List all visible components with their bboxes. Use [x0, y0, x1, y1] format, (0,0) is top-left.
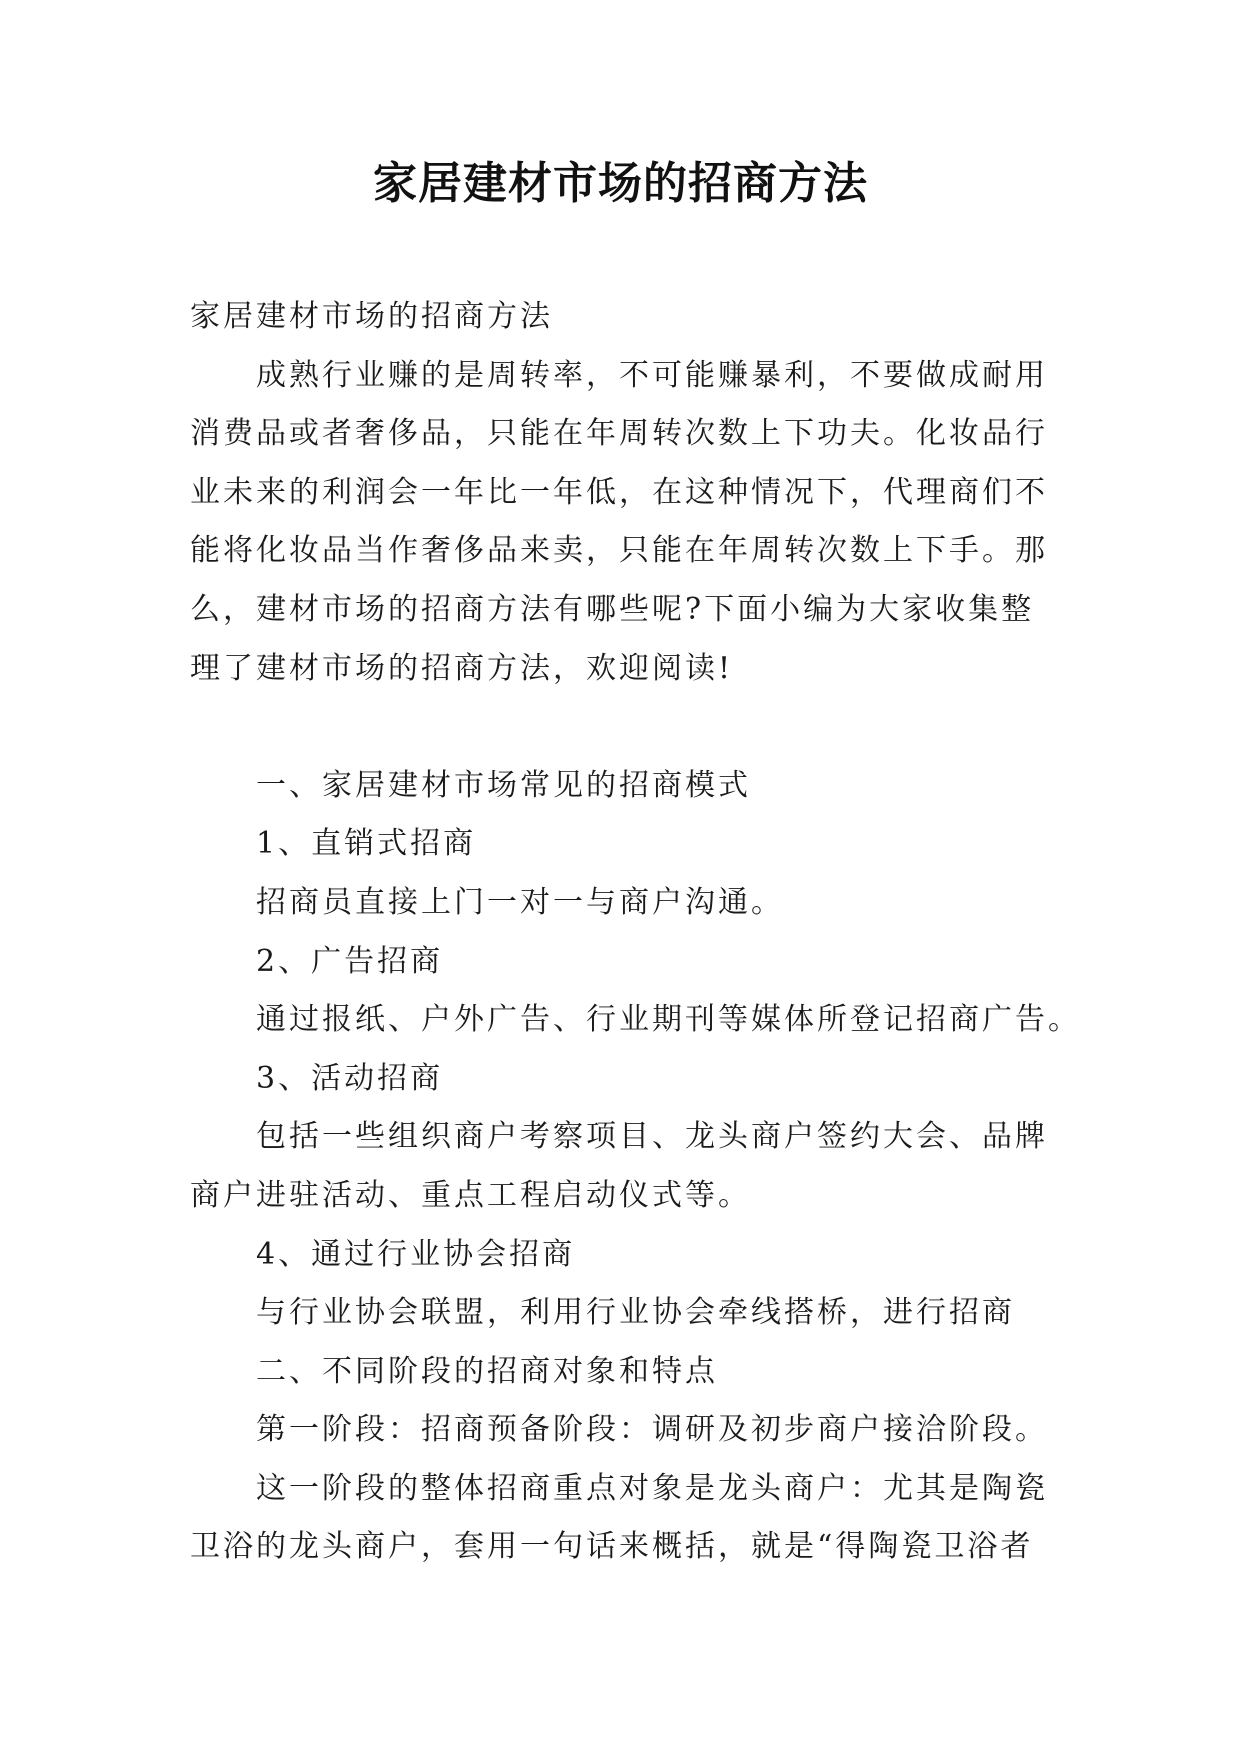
text-line: 理了建材市场的招商方法，欢迎阅读!	[190, 650, 734, 686]
text-line: 商户进驻活动、重点工程启动仪式等。	[190, 1177, 751, 1213]
blank-line	[190, 698, 1060, 757]
subheading: 3、活动招商	[256, 1060, 444, 1096]
document-title: 家居建材市场的招商方法	[373, 158, 868, 209]
text-line: 这一阶段的整体招商重点对象是龙头商户：尤其是陶瓷	[256, 1470, 1048, 1506]
text-line: 消费品或者奢侈品，只能在年周转次数上下功夫。化妆品行	[190, 416, 1048, 452]
text-line: 包括一些组织商户考察项目、龙头商户签约大会、品牌	[256, 1119, 1048, 1155]
section-heading: 一、家居建材市场常见的招商模式	[256, 767, 751, 803]
text-line: 通过报纸、户外广告、行业期刊等媒体所登记招商广告。	[256, 1002, 1081, 1038]
document-body	[190, 288, 1081, 1577]
text-line: 卫浴的龙头商户，套用一句话来概括，就是“得陶瓷卫浴者	[190, 1529, 1034, 1565]
text-line: 与行业协会联盟，利用行业协会牵线搭桥，进行招商	[256, 1295, 1015, 1331]
text-line: 家居建材市场的招商方法	[190, 299, 553, 334]
subheading: 2、广告招商	[256, 943, 444, 979]
subheading: 4、通过行业协会招商	[256, 1236, 576, 1272]
subheading: 1、直销式招商	[256, 826, 477, 862]
text-line: 业未来的利润会一年比一年低，在这种情况下，代理商们不	[190, 474, 1048, 510]
text-line: 么，建材市场的招商方法有哪些呢?下面小编为大家收集整	[190, 591, 1035, 627]
text-line: 招商员直接上门一对一与商户沟通。	[256, 884, 784, 920]
text-line: 第一阶段：招商预备阶段：调研及初步商户接洽阶段。	[256, 1412, 1048, 1448]
section-heading: 二、不同阶段的招商对象和特点	[256, 1353, 718, 1389]
text-line: 能将化妆品当作奢侈品来卖，只能在年周转次数上下手。那	[190, 533, 1048, 569]
text-line: 成熟行业赚的是周转率，不可能赚暴利，不要做成耐用	[256, 357, 1048, 393]
